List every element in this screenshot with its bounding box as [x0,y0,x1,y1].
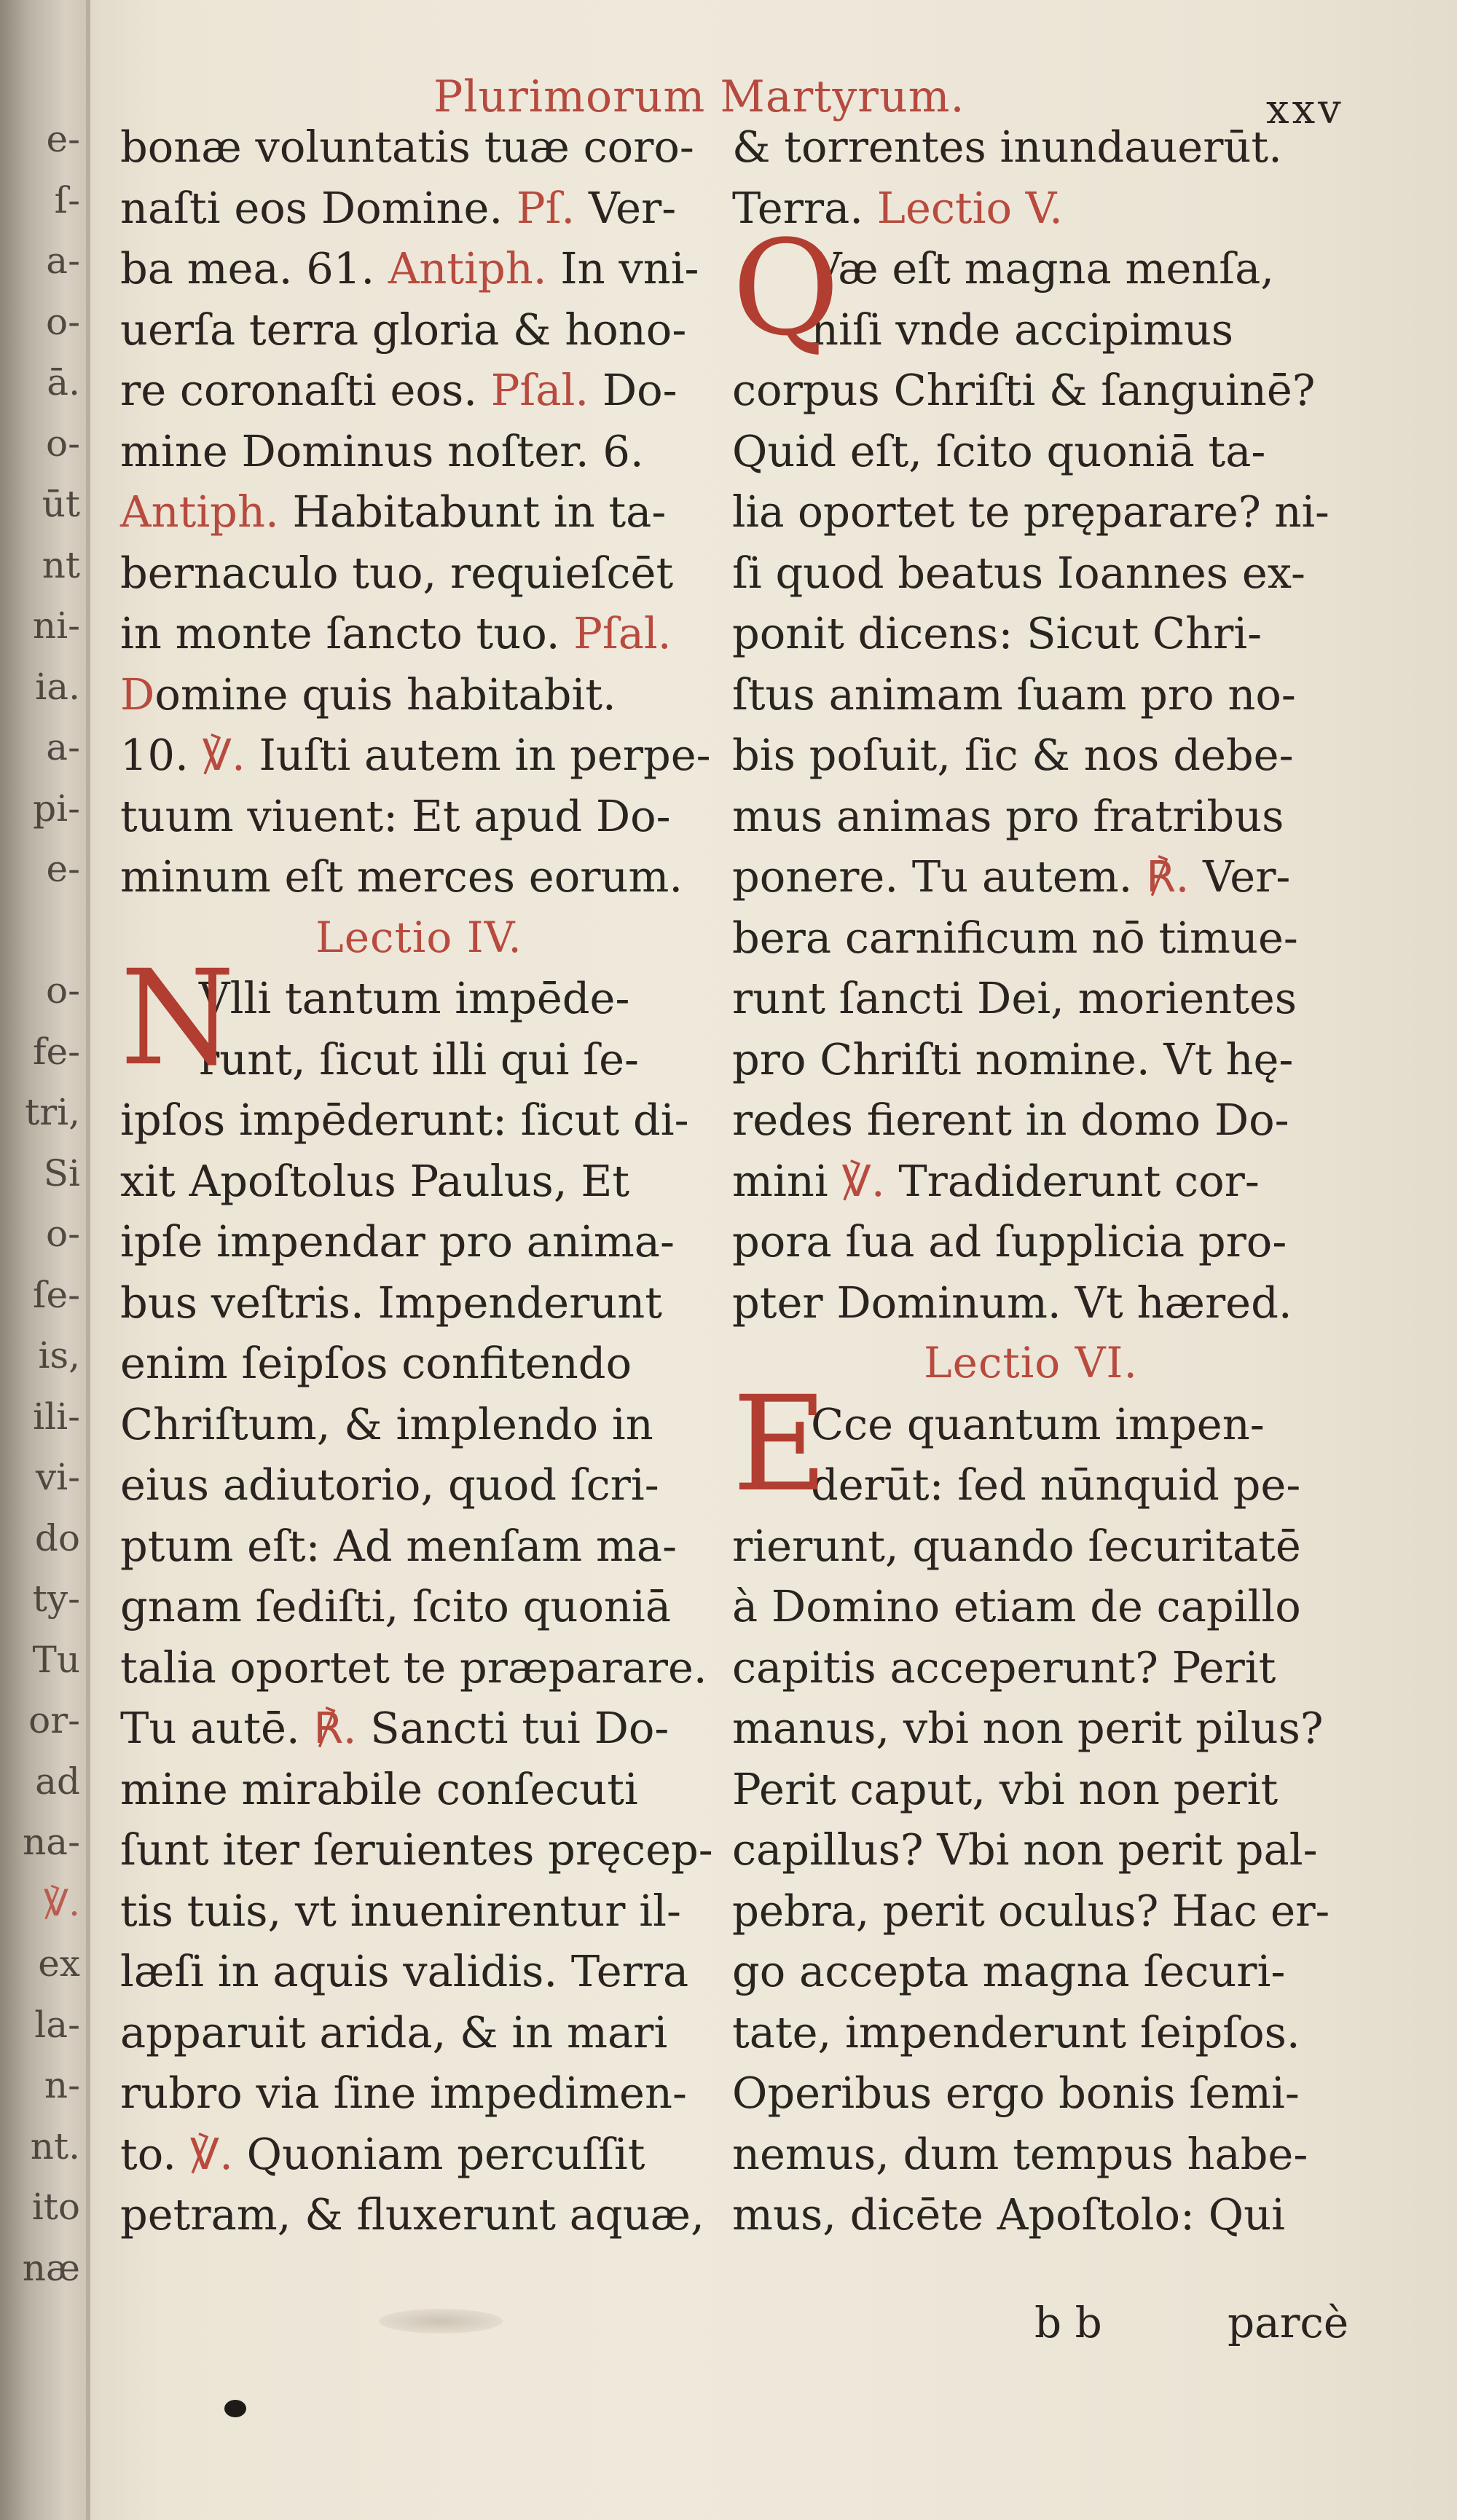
drop-capital: Q [732,213,840,365]
body-text: talia oportet te præparare. [120,1642,707,1693]
text-line [120,603,718,664]
line-text [732,2124,1308,2185]
body-text: in monte ſancto tuo. [120,608,574,658]
body-text: lia oportet te pręparare? ni- [732,487,1330,537]
text-line [120,178,718,239]
body-text: à Domino etiam de capillo [732,1581,1301,1631]
body-text: Tu autē. [120,1703,314,1753]
facing-page-fragment: nt. [30,2125,80,2167]
line-text [732,117,1282,178]
rubric-text: ℣. [841,1155,885,1206]
line-text [732,1029,1293,1090]
text-line [732,2124,1330,2185]
line-text [199,968,629,1029]
text-line [732,2063,1330,2124]
body-text: omine quis habitabit. [154,669,616,720]
body-text: eius adiutorio, quod ſcri- [120,1460,659,1510]
line-text [732,1151,1260,1212]
body-text: ipſe impendar pro anima- [120,1216,675,1267]
body-text: Chriſtum, & implendo in [120,1398,653,1449]
body-text: mine mirabile conſecuti [120,1763,638,1814]
line-text [732,1272,1292,1334]
body-text: ſunt iter ſeruientes pręcep- [120,1824,713,1875]
text-line [120,1090,718,1151]
body-text: uerſa terra gloria & hono- [120,304,687,355]
text-line [732,786,1330,847]
text-line [732,968,1330,1029]
paper-smudge [379,2309,503,2334]
text-line [732,1881,1330,1942]
facing-page-fragment: e- [46,848,80,890]
text-line [732,1516,1330,1577]
rubric-text: ℣. [202,730,246,780]
body-text: Ver- [588,182,677,233]
text-line [120,1941,718,2002]
body-text: derūt: ſed nūnquid pe- [811,1460,1301,1510]
facing-page-fragment: o- [46,422,80,465]
line-text [732,2063,1300,2124]
body-text: tate, impenderunt ſeipſos. [732,2007,1300,2058]
text-line [120,786,718,847]
body-text: pora ſua ad ſupplicia pro- [732,1216,1287,1267]
line-text [120,1637,707,1698]
body-text: ba mea. 61. [120,243,388,294]
body-text: Quoniam percuſſit [232,2128,645,2179]
line-text [120,2184,704,2245]
body-text: bus veſtris. Impenderunt [120,1277,662,1328]
text-line [732,2002,1330,2063]
text-line [120,664,718,725]
body-text: Sancti tui Do- [356,1703,669,1753]
line-text [732,786,1284,847]
body-text: mus, dicēte Apoſtolo: Qui [732,2189,1285,2240]
line-text [120,725,711,786]
text-line [732,907,1330,969]
text-line [120,2184,718,2245]
line-text [732,725,1294,786]
facing-page-fragment: ūt [42,483,80,525]
line-text [120,1819,713,1881]
body-text: apparuit arida, & in mari [120,2007,668,2058]
line-text [120,1698,669,1759]
facing-page-fragment: fe- [33,1030,80,1073]
text-line [120,1211,718,1272]
facing-page-fragment: pi- [33,787,80,830]
line-text [732,2002,1300,2063]
text-line [120,1637,718,1698]
text-line [120,2002,718,2063]
text-line [732,725,1330,786]
text-line [732,1637,1330,1698]
body-text: xit Apoſtolus Paulus, Et [120,1155,630,1206]
facing-page-fragment: ili- [33,1395,80,1438]
facing-page-fragment: vi- [35,1456,80,1498]
drop-capital: N [120,942,235,1095]
line-text [120,1454,659,1516]
text-line [732,360,1330,421]
text-line [120,1698,718,1759]
facing-page-fragment: ad [35,1760,80,1803]
body-text: runt, ſicut illi qui ſe- [199,1033,639,1084]
body-text: Væ eſt magna menſa, [811,243,1275,294]
line-text [120,1211,675,1272]
body-text: capillus? Vbi non perit pal- [732,1824,1318,1875]
body-text: Cce quantum impen- [811,1398,1265,1449]
body-text: ſtus animam ſuam pro no- [732,669,1296,720]
text-line [120,1151,718,1212]
line-text [811,1394,1265,1455]
text-line [120,1881,718,1942]
body-text: Lectio IV. [315,912,522,962]
text-line [732,1698,1330,1759]
body-text: Do- [589,365,678,415]
text-line [732,421,1330,482]
facing-page-fragment: næ [22,2246,80,2289]
facing-page-fragment: a- [46,726,80,768]
line-text [120,2002,667,2063]
text-line [120,846,718,907]
line-text [120,2063,687,2124]
body-text: manus, vbi non perit pilus? [732,1703,1324,1753]
line-text [732,1637,1276,1698]
facing-page-fragment: is, [38,1334,80,1377]
line-text [732,846,1290,907]
text-line [120,1819,718,1881]
body-text: & torrentes inundauerūt. [732,122,1282,172]
ink-blot [224,2400,246,2417]
body-text: ponit dicens: Sicut Chri- [732,608,1262,658]
body-text: bonæ voluntatis tuæ coro- [120,122,694,172]
text-line [732,1029,1330,1090]
facing-page-fragment: ℣. [43,1881,80,1924]
text-line [732,481,1330,543]
line-text [732,1698,1324,1759]
body-text: re coronaſti eos. [120,365,491,415]
body-text: capitis acceperunt? Perit [732,1642,1276,1693]
text-line [120,1394,718,1455]
line-text [732,968,1297,1029]
text-line [732,1759,1330,1820]
body-text: minum eſt merces eorum. [120,851,683,902]
facing-page-fragment: ex [38,1942,80,1985]
facing-page-fragment: ſe- [33,1273,80,1316]
line-text [120,1759,638,1820]
facing-page-fragment: Si [43,1151,80,1194]
facing-page-fragment: na- [23,1821,80,1863]
rubric-text: ℟. [313,1703,357,1753]
rubric-text: ℟. [1146,851,1190,902]
line-text [811,1454,1300,1516]
facing-page-fragment: or- [28,1699,80,1741]
line-text [120,299,686,361]
facing-page-fragment: o- [46,300,80,343]
facing-page-fragment: la- [34,2003,80,2046]
line-text [120,543,673,604]
line-text [120,360,678,421]
body-text: pro Chriſti nomine. Vt hę- [732,1033,1294,1084]
line-text [732,1211,1287,1272]
body-text: 10. [120,730,203,780]
drop-capital: E [732,1368,828,1521]
body-text: pebra, perit oculus? Hac er- [732,1885,1330,1936]
text-line [120,421,718,482]
text-line [732,2184,1330,2245]
text-line [120,1272,718,1334]
text-line [732,1819,1330,1881]
line-text [120,1516,677,1577]
line-text [924,1333,1138,1394]
line-text [315,907,522,969]
text-line [120,543,718,604]
line-text [732,907,1298,969]
line-text [732,1516,1301,1577]
line-text [120,1151,629,1212]
line-text [732,421,1265,482]
line-text [732,1881,1330,1942]
rubric-text: Pſal. [573,608,672,658]
line-text [732,1090,1289,1151]
body-text: corpus Chriſti & ſanguinē? [732,365,1316,415]
body-text: In vni- [546,243,699,294]
line-text [120,1881,681,1942]
body-text: Ver- [1189,851,1291,902]
line-text [732,543,1305,604]
facing-page-fragment: ia. [35,665,80,708]
line-text [732,481,1330,543]
facing-page-fragment: a- [46,240,80,282]
line-text [120,1090,689,1151]
facing-page-fragment: o- [46,969,80,1012]
facing-page-fragment: ſ- [54,178,80,221]
body-text: bis poſuit, ſic & nos debe- [732,730,1294,780]
line-text [120,421,644,482]
line-text [120,1333,632,1394]
body-text: Perit caput, vbi non perit [732,1763,1279,1814]
facing-page-fragment: ito [31,2186,80,2228]
rubric-text: Pſ. [516,182,589,233]
catchword: parcè [1228,2298,1349,2347]
running-title: Plurimorum Martyrum. [433,71,965,122]
text-line [732,1090,1330,1151]
line-text [120,664,616,725]
facing-page-fragment: ā. [47,361,80,403]
body-text: læſi in aquis validis. Terra [120,1946,689,1996]
line-text [120,846,683,907]
line-text [120,2124,645,2185]
folio-number: xxv [1266,86,1344,133]
line-text [120,1941,688,2002]
body-text: Tradiderunt cor- [884,1155,1260,1206]
text-line [732,1211,1330,1272]
body-text: pter Dominum. Vt hæred. [732,1277,1292,1328]
line-text [732,603,1262,664]
line-text [120,238,699,299]
text-line [732,664,1330,725]
body-text: mine Dominus noſter. 6. [120,425,644,476]
body-text: enim ſeipſos confitendo [120,1338,632,1388]
line-text [120,178,676,239]
text-line [732,1151,1330,1212]
facing-page-fragment: ty- [32,1578,80,1620]
text-line [120,1333,718,1394]
line-text [732,1576,1301,1637]
text-line [732,543,1330,604]
body-text: ipſos impēderunt: ſicut di- [120,1095,689,1145]
line-text [199,1029,639,1090]
body-text: petram, & fluxerunt aquæ, [120,2189,704,2240]
facing-page-fragment: Tu [32,1638,80,1681]
body-text: ſi quod beatus Ioannes ex- [732,547,1305,598]
line-text [120,1394,653,1455]
text-line [120,1759,718,1820]
text-line [732,846,1330,907]
body-text: gnam ſediſti, ſcito quoniā [120,1581,672,1631]
body-text: niſi vnde accipimus [811,304,1234,355]
body-text: rubro via ſine impedimen- [120,2068,687,2118]
text-line [732,1941,1330,2002]
line-text [120,786,671,847]
left-column [120,117,718,2245]
text-line [120,1576,718,1637]
rubric-text: Lectio V. [876,182,1063,233]
facing-page-fragment: e- [46,118,80,160]
body-text: tis tuis, vt inuenirentur il- [120,1885,681,1936]
line-text [811,299,1233,361]
facing-page-fragment: o- [46,1213,80,1255]
line-text [732,360,1315,421]
text-line [120,2063,718,2124]
body-text: Iuſti autem in perpe- [245,730,711,780]
text-line [732,117,1330,178]
body-text: Vlli tantum impēde- [199,973,630,1023]
rubric-text: ℣. [189,2128,233,2179]
body-text: bernaculo tuo, requieſcēt [120,547,674,598]
text-line [732,1576,1330,1637]
facing-page-fragment: do [34,1516,80,1559]
body-text: runt ſancti Dei, morientes [732,973,1297,1023]
rubric-text: D [120,669,155,720]
facing-page-fragment: nt [42,543,80,586]
body-text: ponere. Tu autem. [732,851,1147,902]
facing-page-fragment: tri, [25,1091,80,1133]
body-text: redes fierent in domo Do- [732,1095,1289,1145]
text-line [120,481,718,543]
rubric-text: Pſal. [490,365,589,415]
line-text [811,238,1274,299]
facing-page-fragments [0,109,93,2299]
body-text: to. [120,2128,190,2179]
text-line [120,1516,718,1577]
right-column [732,117,1330,2245]
line-text [732,1759,1278,1820]
line-text [120,1576,671,1637]
body-text: mus animas pro fratribus [732,790,1284,841]
line-text [120,1272,662,1334]
text-line [120,1454,718,1516]
rubric-text: Antiph. [388,243,547,294]
body-text: Terra. [732,182,877,233]
body-text: tuum viuent: Et apud Do- [120,790,671,841]
body-text: go accepta magna ſecuri- [732,1946,1286,1996]
body-text: rierunt, quando ſecuritatē [732,1520,1301,1571]
text-line [732,603,1330,664]
text-line [120,117,718,178]
line-text [120,603,672,664]
text-line [120,299,718,361]
body-text: Lectio VI. [924,1338,1138,1387]
body-text: nemus, dum tempus habe- [732,2128,1308,2179]
text-line [120,360,718,421]
body-text: ptum eſt: Ad menſam ma- [120,1520,678,1571]
line-text [732,664,1296,725]
body-text: Operibus ergo bonis ſemi- [732,2068,1300,2118]
rubric-text: Antiph. [120,487,279,537]
line-text [120,117,694,178]
body-text: mini [732,1155,842,1206]
line-text [120,481,666,543]
text-line [120,725,718,786]
body-text: Quid eſt, ſcito quoniā ta- [732,425,1266,476]
text-line [120,2124,718,2185]
facing-page-fragment: n- [44,2064,80,2106]
text-line [120,238,718,299]
signature-mark: b b [1034,2298,1102,2347]
line-text [732,2184,1285,2245]
body-text: naſti eos Domine. [120,182,517,233]
body-text: bera carnificum nō timue- [732,912,1298,963]
line-text [732,1819,1318,1881]
body-text: Habitabunt in ta- [278,487,667,537]
facing-page-fragment [0,900,93,961]
text-line [732,1272,1330,1334]
line-text [732,1941,1285,2002]
facing-page-fragment: ni- [32,605,80,647]
